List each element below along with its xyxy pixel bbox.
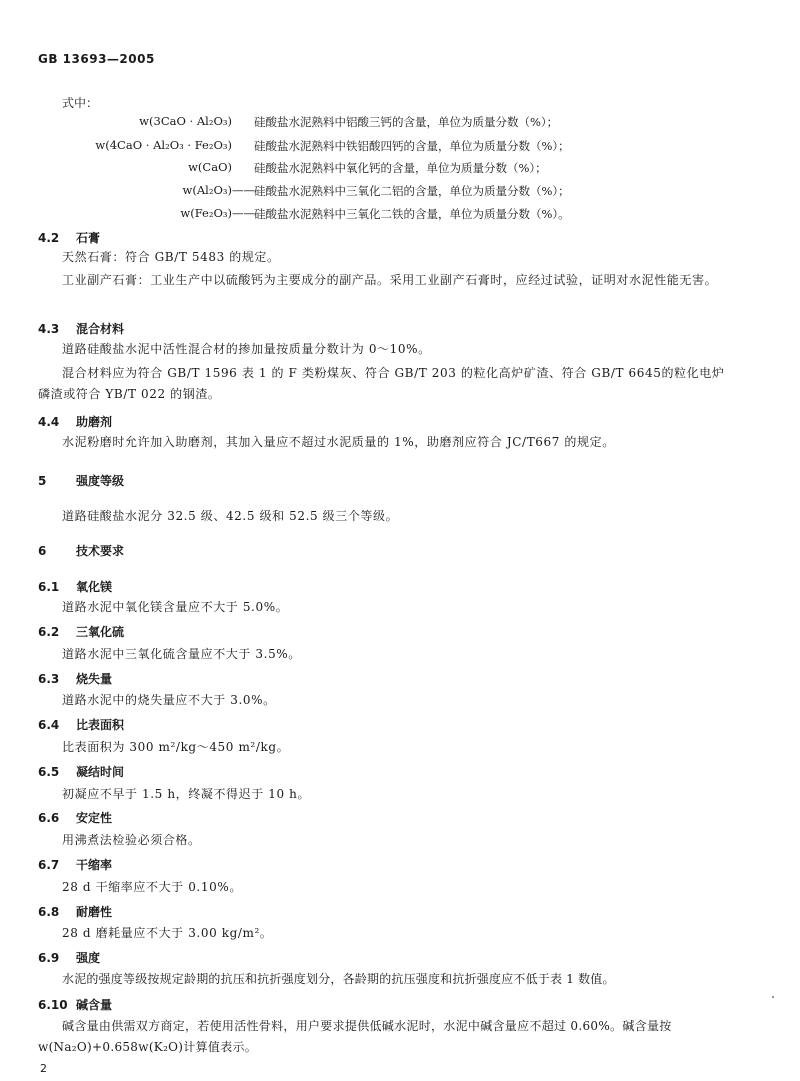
section-heading-4-4 <box>38 413 112 430</box>
var-dash: —— <box>232 183 255 197</box>
section-number: 5 <box>38 474 47 488</box>
section-heading-6-1 <box>38 578 112 595</box>
section-heading-6 <box>38 542 124 559</box>
section-number: 6.4 <box>38 718 60 732</box>
section-heading-6-5 <box>38 763 124 780</box>
section-number: 6.7 <box>38 858 60 872</box>
paragraph: 道路水泥中三氧化硫含量应不大于 3.5%。 <box>62 647 301 661</box>
formula-var-row <box>0 183 760 203</box>
paragraph: 用沸煮法检验必须合格。 <box>62 833 201 847</box>
section-number: 6 <box>38 544 47 558</box>
section-heading-4-3 <box>38 320 124 337</box>
paragraph: 水泥的强度等级按规定龄期的抗压和抗折强度划分，各龄期的抗压强度和抗折强度应不低于表 1 数值。 <box>62 972 615 986</box>
section-number: 6.5 <box>38 765 60 779</box>
section-number: 4.2 <box>38 231 60 245</box>
section-heading-6-4 <box>38 716 124 733</box>
section-number: 6.1 <box>38 580 60 594</box>
section-title: 技术要求 <box>76 544 125 558</box>
section-heading-6-6 <box>38 809 112 826</box>
section-number: 6.8 <box>38 905 60 919</box>
section-title: 碱含量 <box>76 998 113 1012</box>
section-title: 强度等级 <box>76 474 125 488</box>
section-title: 比表面积 <box>76 718 125 732</box>
var-description: 硅酸盐水泥熟料中铝酸三钙的含量，单位为质量分数（%）； <box>254 115 559 129</box>
section-title: 干缩率 <box>76 858 113 872</box>
paragraph: 道路水泥中的烧失量应不大于 3.0%。 <box>62 693 276 707</box>
section-heading-6-9 <box>38 949 100 966</box>
paragraph: 天然石膏：符合 GB/T 5483 的规定。 <box>62 250 280 264</box>
paragraph: 混合材料应为符合 GB/T 1596 表 1 的 F 类粉煤灰、符合 GB/T 203 的粒化高炉矿渣、符合 GB/T 6645的粒化电炉磷渣或符合 YB/T 022 的钢渣。 <box>38 366 725 401</box>
section-title: 凝结时间 <box>76 765 125 779</box>
var-symbol: w(4CaO · Al₂O₃ · Fe₂O₃) <box>95 138 232 152</box>
paragraph: 道路硅酸盐水泥中活性混合材的掺加量按质量分数计为 0～10%。 <box>62 342 431 356</box>
section-title: 安定性 <box>76 811 113 825</box>
formula-var-row <box>0 160 760 180</box>
section-heading-4-2 <box>38 229 100 246</box>
var-description: 硅酸盐水泥熟料中三氧化二铝的含量，单位为质量分数（%）； <box>254 184 570 198</box>
scan-speck <box>772 996 774 998</box>
section-heading-6-3 <box>38 670 112 687</box>
section-title: 助磨剂 <box>76 415 113 429</box>
document-code: GB 13693—2005 <box>38 52 155 66</box>
section-number: 4.3 <box>38 322 60 336</box>
section-number: 6.2 <box>38 625 60 639</box>
section-heading-6-7 <box>38 856 112 873</box>
section-number: 6.10 <box>38 998 68 1012</box>
section-title: 三氧化硫 <box>76 625 125 639</box>
section-title: 强度 <box>76 951 101 965</box>
var-description: 硅酸盐水泥熟料中三氧化二铁的含量，单位为质量分数（%）。 <box>254 207 570 221</box>
section-number: 4.4 <box>38 415 60 429</box>
page-number: 2 <box>40 1062 47 1075</box>
paragraph: 道路水泥中氧化镁含量应不大于 5.0%。 <box>62 600 289 614</box>
section-title: 烧失量 <box>76 672 113 686</box>
formula-var-row <box>0 138 760 158</box>
paragraph: 初凝应不早于 1.5 h，终凝不得迟于 10 h。 <box>62 787 311 801</box>
section-heading-6-2 <box>38 623 124 640</box>
var-dash: —— <box>232 206 255 220</box>
var-symbol: w(3CaO · Al₂O₃) <box>139 114 232 128</box>
paragraph: 碱含量由供需双方商定，若使用活性骨料，用户要求提供低碱水泥时，水泥中碱含量应不超过 0.60%。碱含量按 w(Na₂O)+0.658w(K₂O)计算值表示。 <box>38 1019 672 1054</box>
section-title: 混合材料 <box>76 322 125 336</box>
section-heading-6-8 <box>38 903 112 920</box>
section-heading-5 <box>38 472 124 489</box>
paragraph: 比表面积为 300 m²/kg～450 m²/kg。 <box>62 740 290 754</box>
paragraph: 工业副产石膏：工业生产中以硫酸钙为主要成分的副产品。采用工业副产石膏时，应经过试验，证明对水泥性能无害。 <box>62 273 718 287</box>
paragraph: 水泥粉磨时允许加入助磨剂，其加入量应不超过水泥质量的 1%，助磨剂应符合 JC/T667 的规定。 <box>62 435 615 449</box>
var-description: 硅酸盐水泥熟料中氧化钙的含量，单位为质量分数（%）； <box>254 161 547 175</box>
section-title: 石膏 <box>76 231 101 245</box>
var-symbol: w(CaO) <box>188 160 232 174</box>
section-heading-6-10 <box>38 996 112 1013</box>
paragraph: 道路硅酸盐水泥分 32.5 级、42.5 级和 52.5 级三个等级。 <box>62 509 399 523</box>
var-symbol: w(Al₂O₃) <box>182 183 232 197</box>
paragraph: 28 d 磨耗量应不大于 3.00 kg/m²。 <box>62 926 273 940</box>
var-description: 硅酸盐水泥熟料中铁铝酸四钙的含量，单位为质量分数（%）； <box>254 139 570 153</box>
var-symbol: w(Fe₂O₃) <box>180 206 232 220</box>
formula-var-row <box>0 114 760 134</box>
paragraph: 28 d 干缩率应不大于 0.10%。 <box>62 880 242 894</box>
section-title: 氧化镁 <box>76 580 113 594</box>
formula-where-label: 式中： <box>62 96 99 110</box>
section-number: 6.3 <box>38 672 60 686</box>
section-number: 6.9 <box>38 951 60 965</box>
formula-var-row <box>0 206 760 226</box>
section-number: 6.6 <box>38 811 60 825</box>
section-title: 耐磨性 <box>76 905 113 919</box>
